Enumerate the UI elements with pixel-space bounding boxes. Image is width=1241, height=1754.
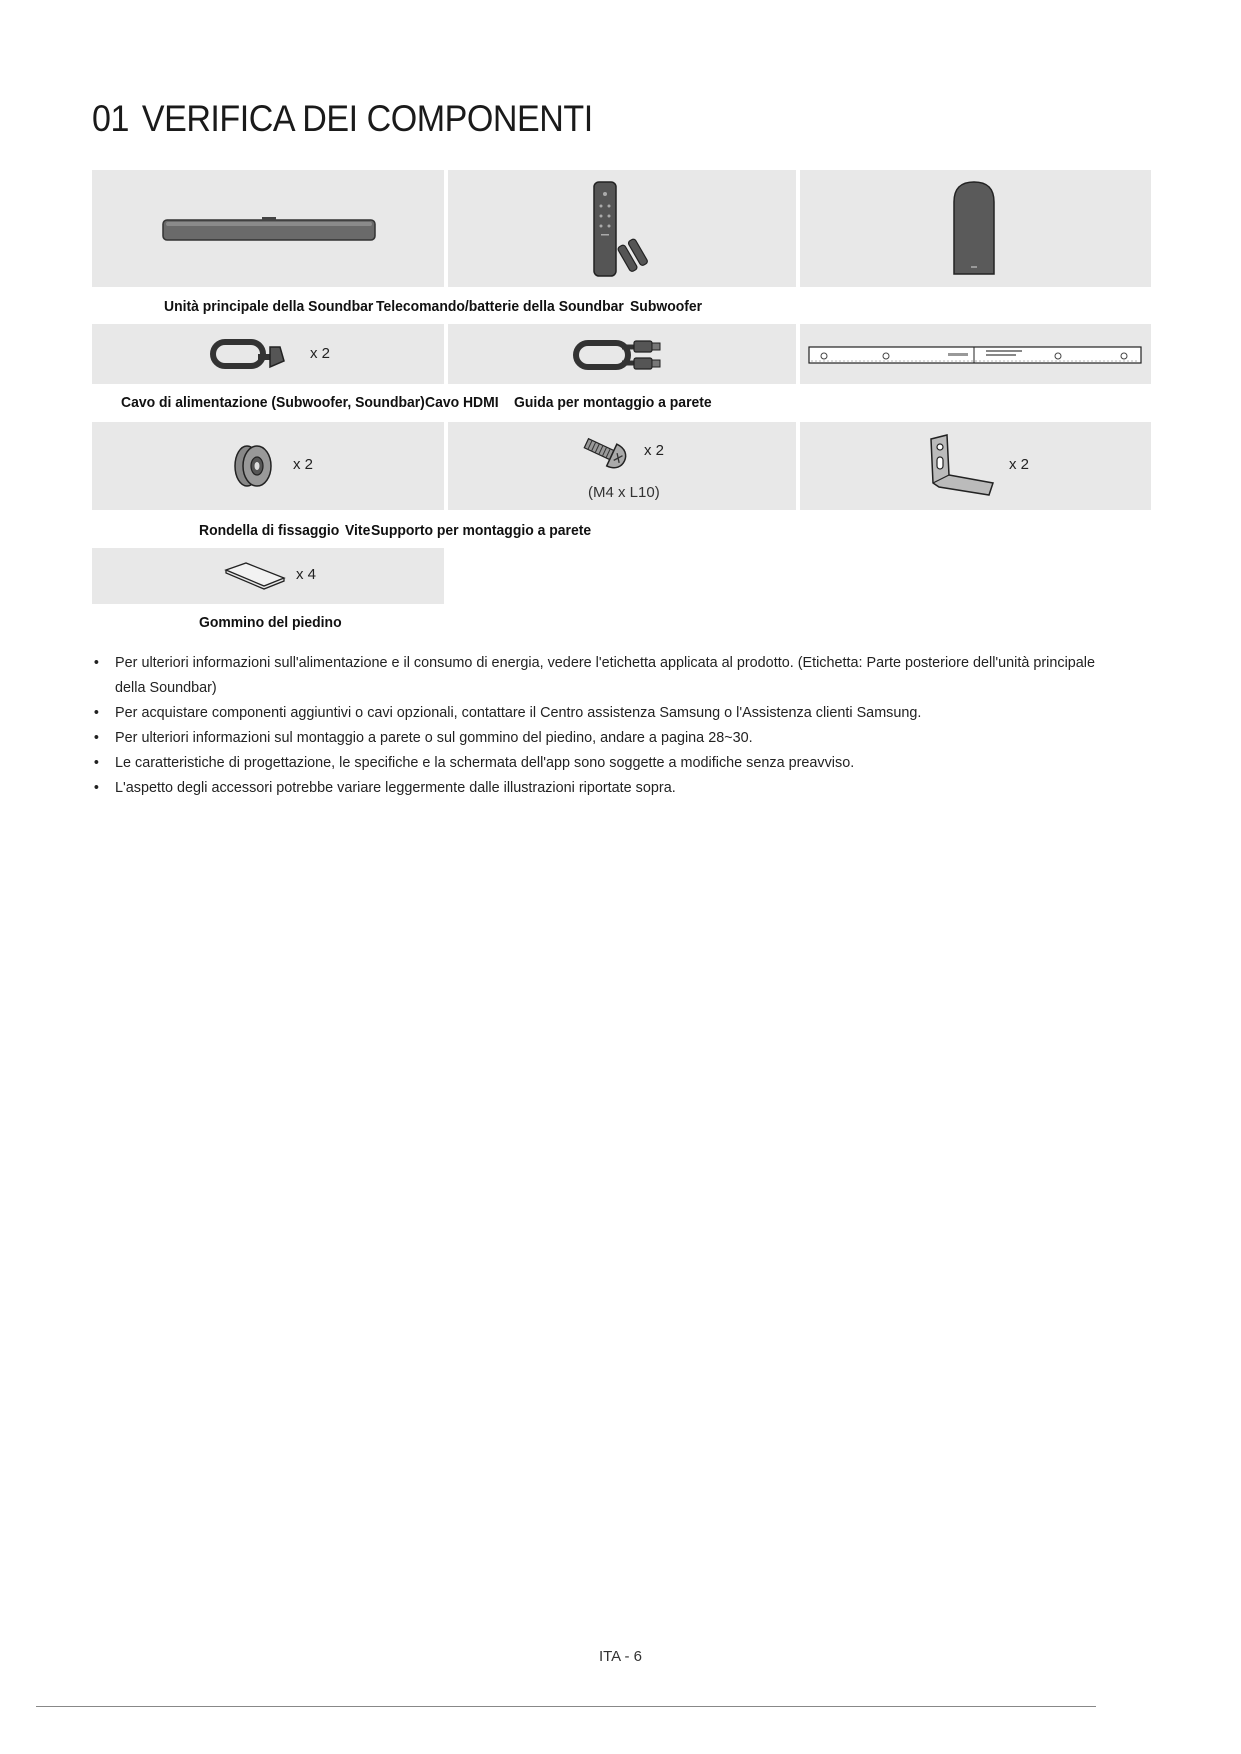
component-cell-wall-guide: [800, 324, 1151, 384]
washer-icon: [229, 442, 275, 490]
note-item: [92, 775, 1110, 800]
component-cell-remote: [448, 170, 796, 287]
power-cable-icon: [210, 337, 294, 373]
quantity-label: x 2: [310, 345, 331, 362]
bullet-icon: •: [93, 704, 99, 721]
component-caption-soundbar: Unità principale della Soundbar: [164, 298, 374, 315]
component-caption-washer: Rondella di fissaggio: [199, 522, 340, 539]
component-cell-hdmi-cable: [448, 324, 796, 384]
footer-divider: [36, 1706, 1096, 1707]
note-text: Per ulteriori informazioni sull'alimentazione e il consumo di energia, vedere l'etichetta applicata al prodotto. (Etichetta: Parte posteriore dell'unità principale della Soundbar): [115, 654, 1096, 696]
screw-icon: [582, 436, 628, 470]
note-text: Per ulteriori informazioni sul montaggio a parete o sul gommino del piedino, andare a pagina 28~30.: [115, 729, 753, 746]
quantity-label: x 4: [296, 566, 317, 583]
bullet-icon: •: [93, 729, 99, 746]
soundbar-icon: [162, 216, 376, 242]
screw-spec-label: (M4 x L10): [588, 484, 660, 501]
component-caption-foot-pad: Gommino del piedino: [199, 614, 342, 631]
note-text: Le caratteristiche di progettazione, le specifiche e la schermata dell'app sono soggette a modifiche senza preavviso.: [115, 754, 855, 771]
component-cell-screw: [448, 422, 796, 510]
component-caption-remote: Telecomando/batterie della Soundbar: [376, 298, 624, 315]
component-caption-hdmi-cable: Cavo HDMI: [425, 394, 499, 411]
component-cell-subwoofer: [800, 170, 1151, 287]
bullet-icon: •: [93, 779, 99, 796]
quantity-label: x 2: [1009, 456, 1030, 473]
component-caption-subwoofer: Subwoofer: [630, 298, 703, 315]
note-item: [92, 700, 1110, 725]
wall-mount-guide-icon: [808, 346, 1142, 364]
hdmi-cable-icon: [572, 336, 672, 374]
section-title: VERIFICA DEI COMPONENTI: [141, 98, 593, 139]
foot-pad-icon: [224, 562, 286, 590]
page-title: [92, 98, 593, 140]
bracket-icon: [927, 433, 997, 497]
component-cell-soundbar: [92, 170, 444, 287]
page-number: ITA - 6: [598, 1648, 643, 1665]
note-text: Per acquistare componenti aggiuntivi o cavi opzionali, contattare il Centro assistenza Samsung o l'Assistenza clienti Samsung.: [115, 704, 922, 721]
note-item: [92, 650, 1110, 700]
component-cell-power-cable: [92, 324, 444, 384]
component-cell-bracket: [800, 422, 1151, 510]
bullet-icon: •: [93, 654, 99, 671]
quantity-label: x 2: [644, 442, 665, 459]
component-cell-foot-pad: [92, 548, 444, 604]
component-caption-screw: Vite: [345, 522, 371, 539]
subwoofer-icon: [951, 180, 997, 276]
note-item: [92, 750, 1110, 775]
component-caption-wall-guide: Guida per montaggio a parete: [514, 394, 712, 411]
component-cell-washer: [92, 422, 444, 510]
bullet-icon: •: [93, 754, 99, 771]
component-caption-bracket: Supporto per montaggio a parete: [371, 522, 592, 539]
remote-batteries-icon: [592, 180, 656, 280]
quantity-label: x 2: [293, 456, 314, 473]
section-number: 01: [92, 98, 129, 139]
component-caption-power-cable: Cavo di alimentazione (Subwoofer, Soundbar): [121, 394, 425, 411]
note-text: L'aspetto degli accessori potrebbe variare leggermente dalle illustrazioni riportate sopra.: [115, 779, 676, 796]
notes-list: [92, 650, 1152, 800]
note-item: [92, 725, 1110, 750]
